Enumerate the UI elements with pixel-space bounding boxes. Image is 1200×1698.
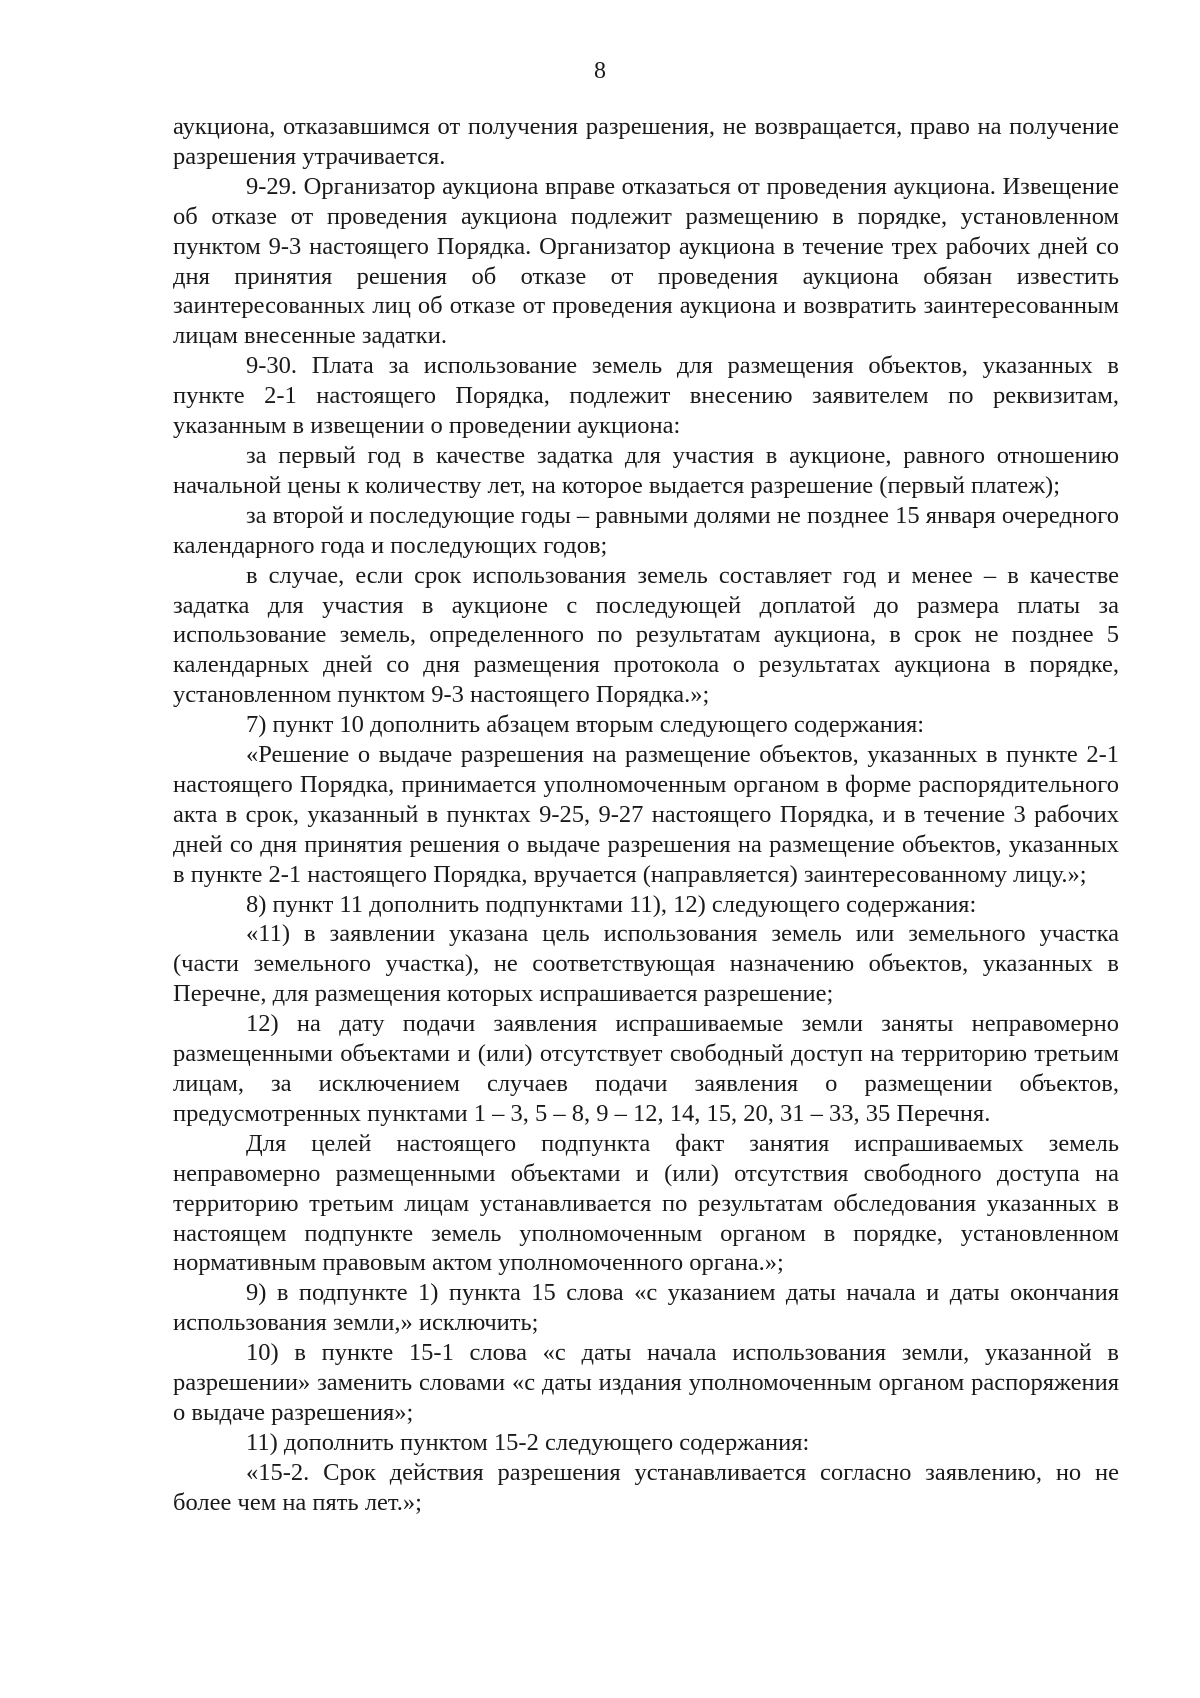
- paragraph-amendment-11: 11) дополнить пунктом 15-2 следующего содержания:: [246, 1428, 810, 1456]
- paragraph-auction-refusal-continuation: аукциона, отказавшимся от получения разрешения, не возвращается, право на получение разрешения утрачивается.: [173, 113, 1119, 170]
- paragraph-clause-9-30: 9-30. Плата за использование земель для размещения объектов, указанных в пункте 2-1 настоящего Порядка, подлежит внесению заявителем по реквизитам, указанным в извещении о проведении аукциона:: [173, 352, 1119, 440]
- paragraph-subsequent-years-payment: за второй и последующие годы – равными долями не позднее 15 января очередного календарного года и последующих годов;: [173, 501, 1119, 559]
- paragraph-amendment-7: 7) пункт 10 дополнить абзацем вторым следующего содержания:: [246, 711, 925, 739]
- paragraph-clause-9-29: 9-29. Организатор аукциона вправе отказаться от проведения аукциона. Извещение об отказе от проведения аукциона подлежит размещению в порядке, установленном пунктом 9-3 настоящего Порядка. Организатор аукциона в течение трех рабочих дней со дня принятия решения об отказе от проведения аукциона обязан известить заинтересованных лиц об отказе от проведения аукциона и возвратить заинтересованным лицам внесенные задатки.: [173, 172, 1119, 350]
- page-number: 8: [594, 58, 606, 84]
- paragraph-amendment-9: 9) в подпункте 1) пункта 15 слова «с указанием даты начала и даты окончания использования земли,» исключить;: [173, 1279, 1119, 1337]
- paragraph-amendment-10: 10) в пункте 15-1 слова «с даты начала использования земли, указанной в разрешении» заменить словами «с даты издания уполномоченным органом распоряжения о выдаче разрешения»;: [173, 1339, 1119, 1426]
- paragraph-short-term-payment: в случае, если срок использования земель составляет год и менее – в качестве задатка для участия в аукционе с последующей доплатой до размера платы за использование земель, определенного по результатам аукциона, в срок не позднее 5 календарных дней со дня размещения протокола о результатах аукциона в порядке, установленном пунктом 9-3 настоящего Порядка.»;: [173, 561, 1119, 709]
- paragraph-subclause-12: 12) на дату подачи заявления испрашиваемые земли заняты неправомерно размещенными объектами и (или) отсутствует свободный доступ на территорию третьим лицам, за исключением случаев подачи заявления о размещении объектов, предусмотренных пунктами 1 – 3, 5 – 8, 9 – 12, 14, 15, 20, 31 – 33, 35 Перечня.: [173, 1010, 1119, 1127]
- paragraph-clause-15-2: «15-2. Срок действия разрешения устанавливается согласно заявлению, но не более чем на пять лет.»;: [173, 1458, 1119, 1516]
- paragraph-subclause-12-purpose: Для целей настоящего подпункта факт занятия испрашиваемых земель неправомерно размещенными объектами и (или) отсутствия свободного доступа на территорию третьим лицам устанавливается по результатам обследования указанных в настоящем подпункте земель уполномоченным органом в порядке, установленном нормативным правовым актом уполномоченного органа.»;: [173, 1129, 1119, 1277]
- paragraph-amendment-8: 8) пункт 11 дополнить подпунктами 11), 12) следующего содержания:: [246, 890, 977, 918]
- document-body: [173, 112, 1119, 1518]
- paragraph-first-year-payment: за первый год в качестве задатка для участия в аукционе, равного отношению начальной цены к количеству лет, на которое выдается разрешение (первый платеж);: [173, 441, 1119, 499]
- paragraph-permit-decision: «Решение о выдаче разрешения на размещение объектов, указанных в пункте 2-1 настоящего Порядка, принимается уполномоченным органом в форме распорядительного акта в срок, указанный в пунктах 9-25, 9-27 настоящего Порядка, и в течение 3 рабочих дней со дня принятия решения о выдаче разрешения на размещение объектов, указанных в пункте 2-1 настоящего Порядка, вручается (направляется) заинтересованному лицу.»;: [173, 741, 1119, 888]
- paragraph-subclause-11: «11) в заявлении указана цель использования земель или земельного участка (части земельного участка), не соответствующая назначению объектов, указанных в Перечне, для размещения которых испрашивается разрешение;: [173, 920, 1119, 1008]
